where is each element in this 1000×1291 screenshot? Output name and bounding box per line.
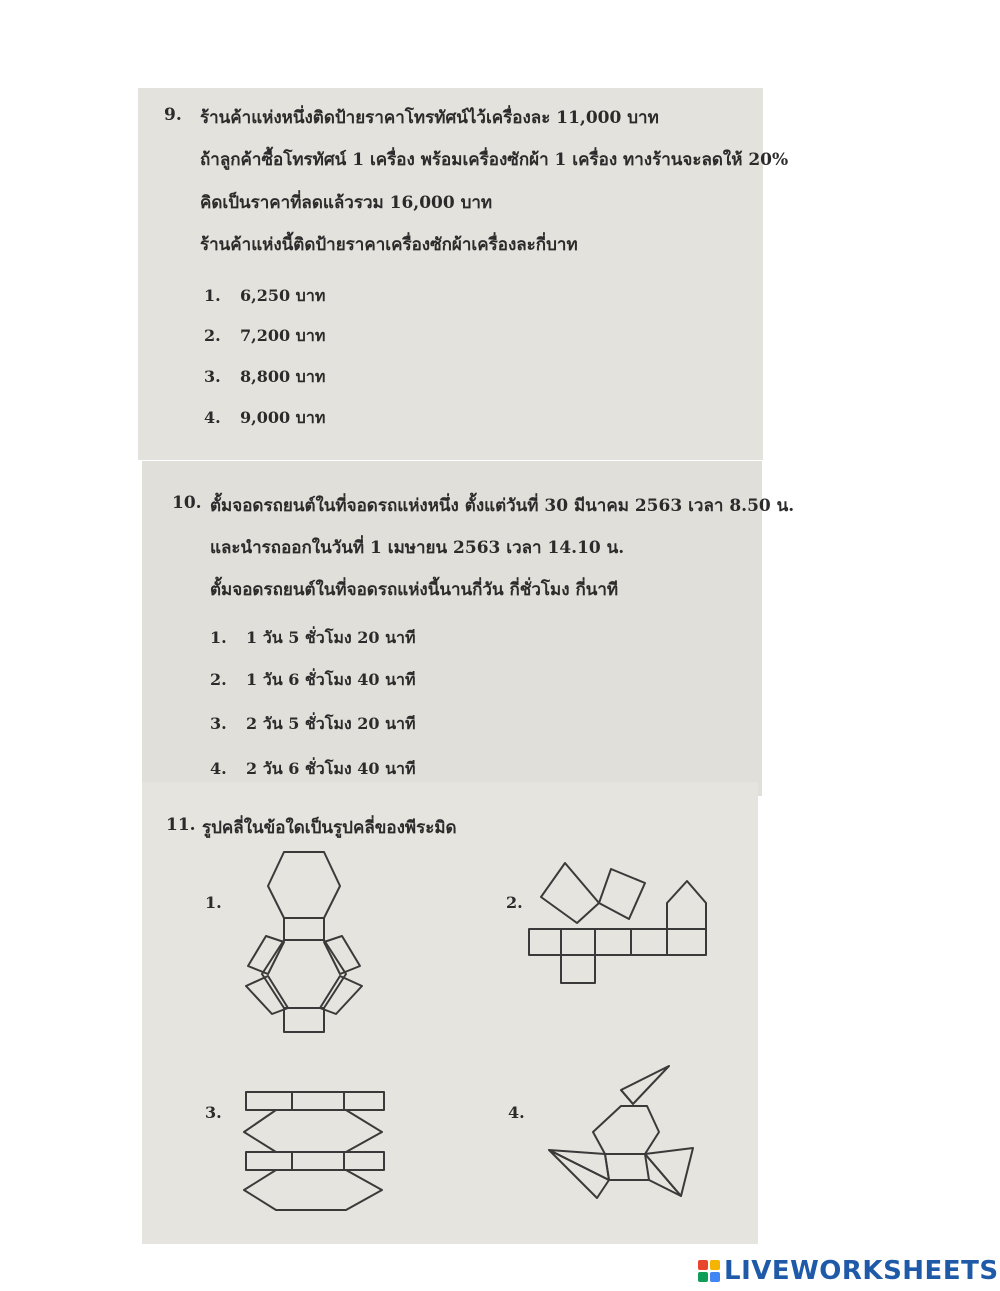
answer-option[interactable]: 1. 1 วัน 5 ชั่วโมง 20 นาที bbox=[210, 628, 416, 647]
question-text-line: และนำรถออกในวันที่ 1 เมษายน 2563 เวลา 14.10 น. bbox=[210, 538, 625, 558]
hexagonal-prism-net-icon[interactable] bbox=[230, 848, 370, 1038]
hexagonal-prism-strip-net-icon[interactable] bbox=[240, 1088, 390, 1216]
figure-label[interactable]: 4. bbox=[508, 1103, 525, 1122]
question-text-line: ร้านค้าแห่งหนึ่งติดป้ายราคาโทรทัศน์ไว้เครื่องละ 11,000 บาท bbox=[200, 108, 659, 128]
figure-label[interactable]: 3. bbox=[205, 1103, 222, 1122]
question-number: 10. bbox=[172, 493, 202, 513]
answer-option[interactable]: 4. 9,000 บาท bbox=[204, 408, 326, 427]
pentagonal-pyramid-net-icon[interactable] bbox=[525, 853, 710, 988]
question-number: 11. bbox=[166, 815, 196, 835]
answer-option[interactable]: 2. 1 วัน 6 ชั่วโมง 40 นาที bbox=[210, 670, 416, 689]
question-text-line: คิดเป็นราคาที่ลดแล้วรวม 16,000 บาท bbox=[200, 193, 493, 213]
figure-label[interactable]: 2. bbox=[506, 893, 523, 912]
question-text: รูปคลี่ในข้อใดเป็นรูปคลี่ของพีระมิด bbox=[202, 818, 457, 838]
question-text-line: ตั้มจอดรถยนต์ในที่จอดรถแห่งนี้นานกี่วัน กี่ชั่วโมง กี่นาที bbox=[210, 580, 619, 600]
liveworksheets-logo bbox=[698, 1256, 999, 1286]
question-text-line: ตั้มจอดรถยนต์ในที่จอดรถแห่งหนึ่ง ตั้งแต่วันที่ 30 มีนาคม 2563 เวลา 8.50 น. bbox=[210, 496, 795, 516]
answer-option[interactable]: 4. 2 วัน 6 ชั่วโมง 40 นาที bbox=[210, 759, 416, 778]
answer-option[interactable]: 3. 2 วัน 5 ชั่วโมง 20 นาที bbox=[210, 714, 416, 733]
scan-panel-q9 bbox=[138, 88, 763, 460]
question-text-line: ถ้าลูกค้าซื้อโทรทัศน์ 1 เครื่อง พร้อมเครื่องซักผ้า 1 เครื่อง ทางร้านจะลดให้ 20% bbox=[200, 150, 789, 170]
question-text-line: ร้านค้าแห่งนี้ติดป้ายราคาเครื่องซักผ้าเครื่องละกี่บาท bbox=[200, 235, 578, 255]
logo-mark-icon bbox=[698, 1260, 720, 1282]
answer-option[interactable]: 3. 8,800 บาท bbox=[204, 367, 326, 386]
answer-option[interactable]: 1. 6,250 บาท bbox=[204, 286, 326, 305]
triangular-pyramid-net-icon[interactable] bbox=[545, 1060, 715, 1212]
question-number: 9. bbox=[164, 105, 182, 125]
brand-name: LIVEWORKSHEETS bbox=[724, 1256, 999, 1286]
answer-option[interactable]: 2. 7,200 บาท bbox=[204, 326, 326, 345]
figure-label[interactable]: 1. bbox=[205, 893, 222, 912]
